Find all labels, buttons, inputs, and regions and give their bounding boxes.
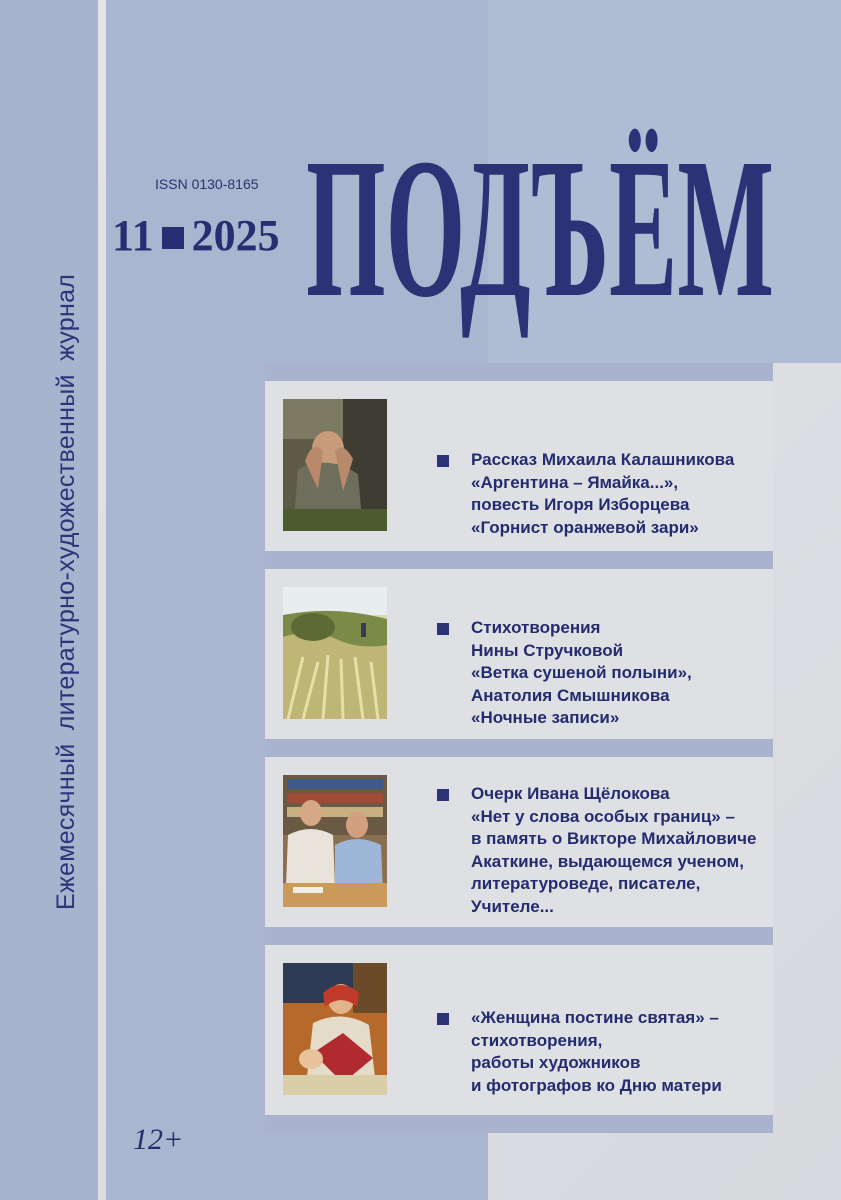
separator-strip — [265, 927, 773, 945]
entry-line: «Аргентина – Ямайка...», — [471, 472, 679, 492]
contents-panel-2 — [265, 569, 773, 739]
entry-line: Учителе... — [471, 896, 554, 916]
entry-line: в память о Викторе Михайловиче — [471, 829, 757, 848]
entry-line: Нины Стручковой — [471, 640, 624, 660]
separator-strip — [265, 551, 773, 569]
contents-entry-4 — [437, 1007, 722, 1097]
square-bullet-icon — [437, 1013, 449, 1025]
issn-number: ISSN 0130-8165 — [155, 176, 259, 192]
entry-line: повесть Игоря Изборцева — [471, 495, 690, 514]
square-bullet-icon — [437, 623, 449, 635]
contents-panel-4 — [265, 945, 773, 1115]
contents-entry-3 — [437, 783, 756, 918]
square-bullet-icon — [437, 789, 449, 801]
contents-panel-1 — [265, 381, 773, 551]
left-color-band — [0, 0, 98, 1200]
entry-line: «Ночные записи» — [471, 708, 620, 727]
man-with-head-in-hands-photo — [283, 399, 387, 531]
issue-label — [112, 210, 280, 261]
mother-and-child-painting — [283, 963, 387, 1095]
entry-line: Стихотворения — [471, 618, 601, 637]
separator-strip — [265, 739, 773, 757]
separator-strip — [265, 1115, 773, 1133]
entry-line: «Нет у слова особых границ» – — [471, 806, 735, 826]
entry-line: «Горнист оранжевой зари» — [471, 517, 699, 537]
contents-panel-3 — [265, 757, 773, 927]
square-separator-icon — [162, 227, 184, 249]
entry-line: Рассказ Михаила Калашникова — [471, 450, 735, 469]
magazine-logo — [304, 120, 776, 350]
entry-line: работы художников — [471, 1053, 641, 1072]
two-men-at-bookshelf-photo — [283, 775, 387, 907]
issue-year: 2025 — [191, 211, 280, 260]
entry-line: стихотворения, — [471, 1030, 603, 1050]
issue-number: 11 — [112, 211, 154, 260]
entry-line: «Женщина постине святая» – — [471, 1008, 719, 1027]
entry-line: «Ветка сушеной полыни», — [471, 663, 692, 682]
entry-line: Анатолия Смышникова — [471, 685, 670, 705]
entry-line: литературоведе, писателе, — [471, 874, 701, 893]
entry-line: Акаткине, выдающемся ученом, — [471, 851, 744, 871]
entry-line: и фотографов ко Дню матери — [471, 1075, 722, 1095]
magazine-tagline: Ежемесячный литературно-художественный журнал — [52, 273, 80, 910]
entry-line: Очерк Ивана Щёлокова — [471, 784, 670, 803]
separator-strip — [265, 363, 773, 381]
square-bullet-icon — [437, 455, 449, 467]
contents-entry-1 — [437, 449, 734, 539]
age-rating: 12+ — [133, 1123, 184, 1156]
magazine-logo-text: ПОДЪЁМ — [306, 120, 774, 339]
steppe-grass-photo — [283, 587, 387, 719]
contents-entry-2 — [437, 617, 692, 730]
